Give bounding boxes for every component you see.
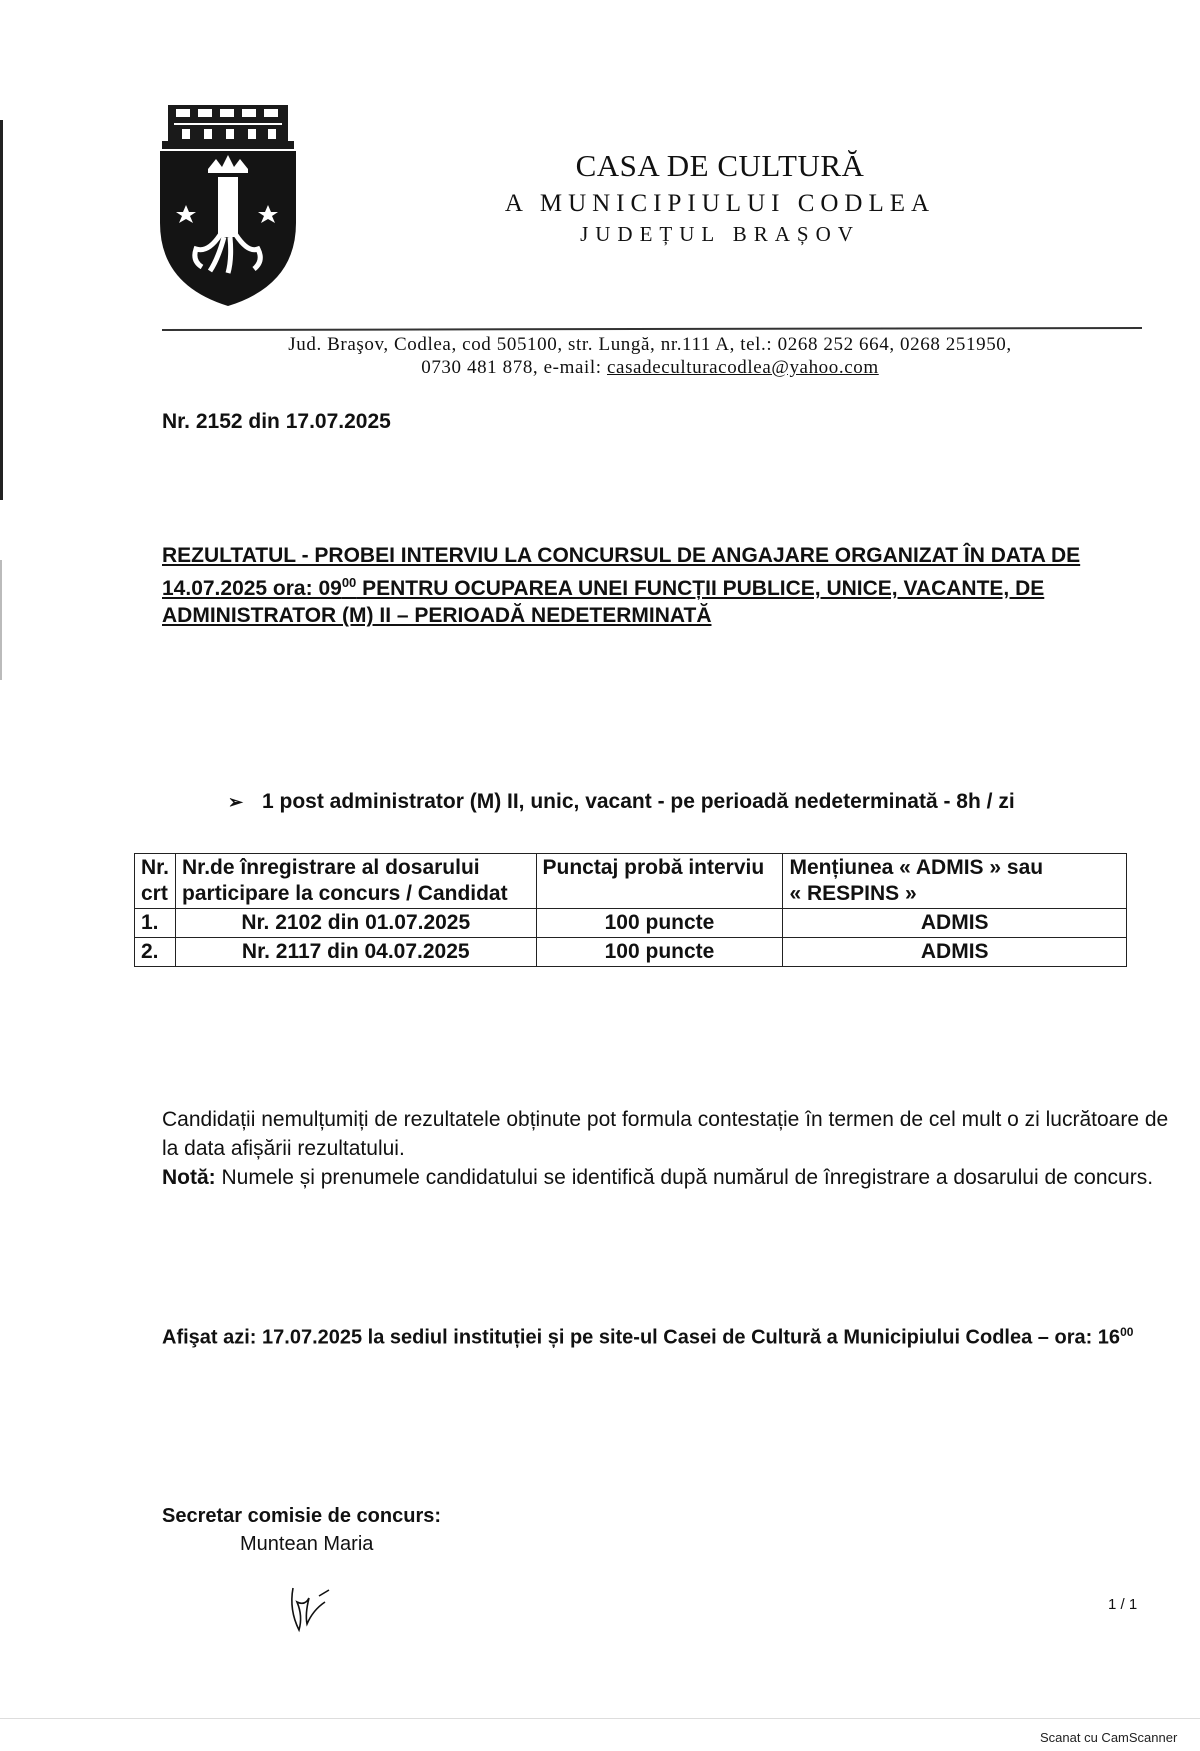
footer-divider [0, 1718, 1200, 1719]
posted-notice [162, 1318, 1142, 1353]
scan-edge [0, 120, 3, 500]
address-line-2 [160, 357, 1140, 379]
col-header-nr: Nr. crt [135, 854, 176, 909]
org-name: CASA DE CULTURĂ [575, 148, 865, 183]
address-line-1: Jud. Braşov, Codlea, cod 505100, str. Lungă, nr.111 A, tel.: 0268 252 664, 0268 251950, [288, 334, 1012, 355]
cell-mentiune: ADMIS [783, 909, 1127, 938]
cell-nr: 1. [135, 909, 176, 938]
page-number: 1 / 1 [1108, 1596, 1138, 1613]
col-header-mentiune: Mențiunea « ADMIS » sau « RESPINS » [783, 854, 1127, 909]
position-bullet [228, 790, 1128, 814]
note-paragraph [162, 1163, 1187, 1192]
registration-number: Nr. 2152 din 17.07.2025 [162, 410, 391, 433]
cell-punctaj: 100 puncte [536, 938, 783, 967]
col-header-dosar: Nr.de înregistrare al dosarului participare la concurs / Candidat [176, 854, 536, 909]
position-text: 1 post administrator (M) II, unic, vacant - pe perioadă nedeterminată - 8h / zi [262, 790, 1015, 813]
email-link[interactable]: casadeculturacodlea@yahoo.com [607, 357, 879, 378]
cell-mentiune: ADMIS [783, 938, 1127, 967]
scanner-watermark: Scanat cu CamScanner [1040, 1730, 1178, 1745]
org-subtitle: A MUNICIPIULUI CODLEA [504, 190, 936, 217]
scan-edge-faint [0, 560, 2, 680]
cell-punctaj: 100 puncte [536, 909, 783, 938]
note-label: Notă: [162, 1166, 216, 1189]
title-time-superscript: 00 [341, 575, 357, 590]
document-title [162, 542, 1127, 629]
secretary-name: Muntean Maria [240, 1533, 374, 1555]
org-county: JUDEȚUL BRAȘOV [580, 222, 860, 246]
posted-time-superscript: 00 [1120, 1325, 1134, 1339]
contestation-paragraph: Candidații nemulțumiți de rezultatele obținute pot formula contestație în termen de cel mult o zi lucrătoare de la data afișării rezultatului. [162, 1108, 1169, 1160]
address-phone: 0730 481 878, e-mail: [421, 357, 607, 378]
col-header-punctaj: Punctaj probă interviu [536, 854, 783, 909]
table-row [135, 909, 1127, 938]
handwritten-signature-icon [285, 1580, 335, 1640]
posted-text: Afişat azi: 17.07.2025 la sediul instituției și pe site-ul Casei de Cultură a Municipiului Codlea – ora: 16 [162, 1326, 1121, 1349]
table-row [135, 938, 1127, 967]
cell-nr: 2. [135, 938, 176, 967]
title-part-2: PENTRU OCUPAREA UNEI FUNCȚII PUBLICE, UNICE, VACANTE, DE ADMINISTRATOR (M) II – PERIOADĂ NEDETERMINATĂ [162, 577, 1045, 627]
city-coat-of-arms-icon [158, 103, 298, 308]
secretary-title: Secretar comisie de concurs: [162, 1505, 442, 1527]
table-header-row [135, 854, 1127, 909]
arrow-bullet-icon: ➢ [228, 792, 244, 812]
results-table [134, 853, 1127, 967]
title-part-1: REZULTATUL - PROBEI INTERVIU LA CONCURSUL DE ANGAJARE ORGANIZAT ÎN DATA DE 14.07.2025 ora: 09 [162, 544, 1081, 600]
cell-dosar: Nr. 2117 din 04.07.2025 [176, 938, 536, 967]
cell-dosar: Nr. 2102 din 01.07.2025 [176, 909, 536, 938]
note-text: Numele și prenumele candidatului se identifică după numărul de înregistrare a dosarului de concurs. [215, 1166, 1154, 1189]
header-divider [162, 327, 1142, 331]
